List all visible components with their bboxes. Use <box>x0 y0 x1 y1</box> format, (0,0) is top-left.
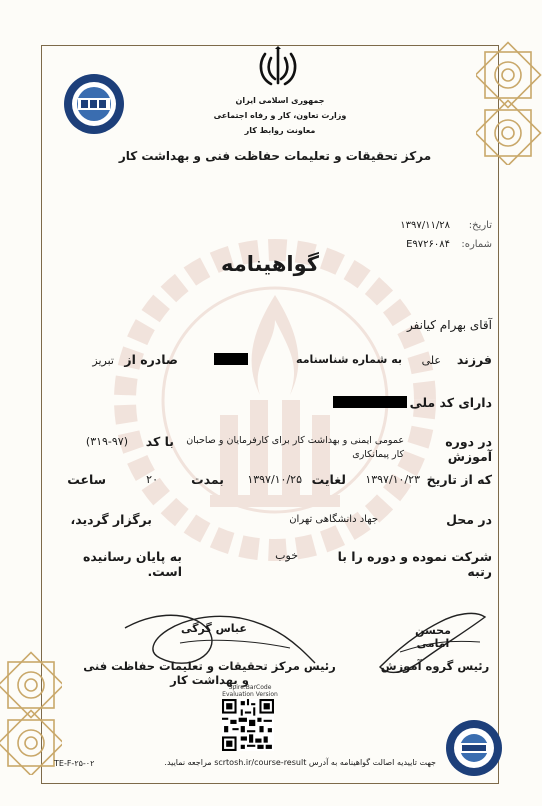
form-code: TE-F-۲۵-۰۲ <box>54 759 95 768</box>
course-code-label: با کد <box>145 434 174 449</box>
left-signer-name: عباس گرگی <box>181 622 247 635</box>
center-title: مرکز تحقیقات و تعلیمات حفاظت فنی و بهداشت کار <box>118 149 432 163</box>
left-signer-title: رئیس مرکز تحقیقات و تعلیمات حفاظت فنی و بهداشت کار <box>83 659 336 687</box>
header-line-1: جمهوری اسلامی ایران <box>235 96 325 105</box>
gold-ornament-top-right-icon <box>476 40 542 165</box>
place-label: در محل <box>446 512 492 527</box>
to-date-value: ۱۳۹۷/۱۰/۲۵ <box>247 473 302 486</box>
verification-note: جهت تاییدیه اصالت گواهینامه به آدرس scrtosh.ir/course-result مراجعه نمایید. <box>164 758 436 767</box>
certified-management-system-badge-icon <box>62 72 126 136</box>
recipient-name: آقای بهرام کیانفر <box>406 318 492 332</box>
duration-value: ۲۰ <box>146 473 158 486</box>
place-value: جهاد دانشگاهی تهران <box>289 514 378 525</box>
father-name: علی <box>421 354 441 367</box>
right-signer-title: رئیس گروه آموزش <box>380 659 490 673</box>
rank-value: خوب <box>275 549 298 562</box>
id-number-label: به شماره شناسنامه <box>296 353 402 366</box>
iqnet-certified-badge-icon <box>444 718 504 778</box>
right-signer-name: محسن امامی <box>415 624 451 650</box>
course-name: عمومی ایمنی و بهداشت کار برای کارفرمایان و صاحبان کار پیمانکاری <box>186 435 404 460</box>
participated-label: شرکت نموده و دوره را با رتبه <box>337 549 492 579</box>
qr-code-icon <box>222 699 274 751</box>
to-date-label: لغایت <box>311 472 346 487</box>
course-label: در دوره آموزش <box>445 434 492 464</box>
number-value: E۹۷۲۶۰۸۴ <box>406 239 450 250</box>
national-code-label: دارای کد ملی <box>409 395 492 410</box>
child-label: فرزند <box>456 352 492 367</box>
header-line-2: وزارت تعاون، کار و رفاه اجتماعی <box>213 111 347 120</box>
redacted-national-code <box>333 396 407 408</box>
issued-from-value: تبریز <box>92 354 114 367</box>
held-label: برگزار گردید، <box>70 512 152 527</box>
header-line-3: معاونت روابط کار <box>244 126 316 135</box>
date-label: تاریخ: <box>468 220 492 231</box>
issued-from-label: صادره از <box>124 352 178 367</box>
gold-ornament-bottom-left-icon <box>0 650 62 775</box>
iran-emblem-icon <box>256 46 300 88</box>
from-date-label: که از تاریخ <box>426 472 492 487</box>
from-date-value: ۱۳۹۷/۱۰/۲۳ <box>365 473 420 486</box>
completed-label: به پایان رسانیده است. <box>83 549 182 579</box>
redacted-id-number <box>214 353 248 365</box>
duration-label: بمدت <box>191 472 224 487</box>
certificate-title: گواهینامه <box>221 252 319 276</box>
hours-label: ساعت <box>67 472 106 487</box>
qr-caption-1: Spire.BarCode <box>228 684 272 691</box>
number-label: شماره: <box>461 239 492 250</box>
qr-caption-2: Evaluation Version <box>222 691 278 698</box>
course-code-value: (۳۱۹-۹۷) <box>85 435 128 448</box>
date-value: ۱۳۹۷/۱۱/۲۸ <box>400 220 450 231</box>
